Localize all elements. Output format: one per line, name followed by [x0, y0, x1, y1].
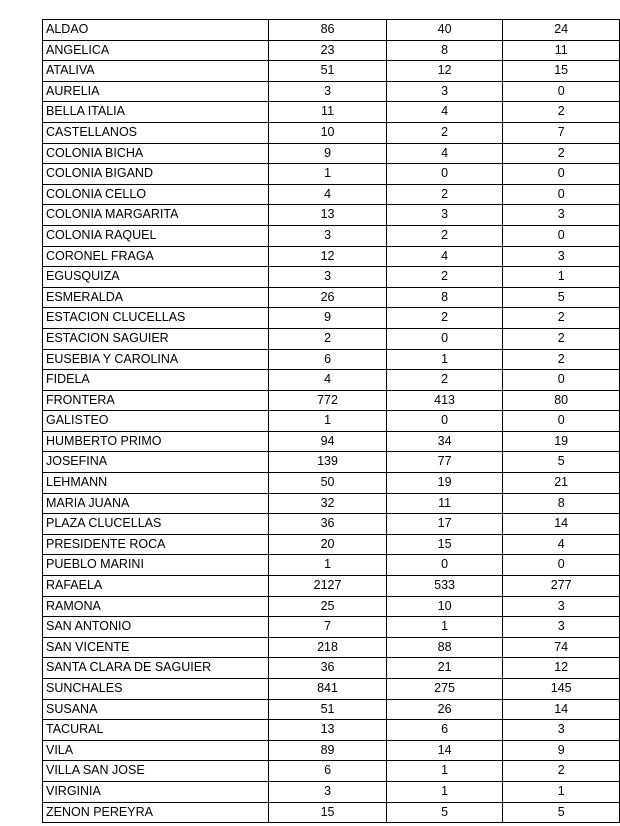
value-2-cell: 5	[386, 802, 503, 823]
value-3-cell: 1	[503, 267, 620, 288]
value-2-cell: 1	[386, 761, 503, 782]
value-3-cell: 1	[503, 781, 620, 802]
value-3-cell: 0	[503, 225, 620, 246]
value-1-cell: 3	[269, 81, 387, 102]
value-1-cell: 3	[269, 267, 387, 288]
locality-name-cell: TACURAL	[43, 720, 269, 741]
locality-name-cell: SAN VICENTE	[43, 637, 269, 658]
value-1-cell: 13	[269, 720, 387, 741]
value-2-cell: 11	[386, 493, 503, 514]
value-3-cell: 80	[503, 390, 620, 411]
locality-name-cell: ESMERALDA	[43, 287, 269, 308]
locality-name-cell: SUNCHALES	[43, 679, 269, 700]
table-row	[43, 81, 620, 102]
value-2-cell: 77	[386, 452, 503, 473]
value-1-cell: 2	[269, 328, 387, 349]
value-3-cell: 3	[503, 246, 620, 267]
table-row	[43, 617, 620, 638]
value-2-cell: 2	[386, 370, 503, 391]
value-2-cell: 0	[386, 164, 503, 185]
value-2-cell: 275	[386, 679, 503, 700]
value-1-cell: 7	[269, 617, 387, 638]
table-row	[43, 349, 620, 370]
locality-name-cell: MARIA JUANA	[43, 493, 269, 514]
table-row	[43, 576, 620, 597]
locality-name-cell: VIRGINIA	[43, 781, 269, 802]
table-row	[43, 143, 620, 164]
value-3-cell: 12	[503, 658, 620, 679]
locality-name-cell: ATALIVA	[43, 61, 269, 82]
locality-name-cell: COLONIA RAQUEL	[43, 225, 269, 246]
table-row	[43, 740, 620, 761]
value-2-cell: 8	[386, 287, 503, 308]
value-1-cell: 20	[269, 534, 387, 555]
value-2-cell: 10	[386, 596, 503, 617]
value-3-cell: 3	[503, 720, 620, 741]
table-row	[43, 102, 620, 123]
value-1-cell: 772	[269, 390, 387, 411]
value-1-cell: 94	[269, 431, 387, 452]
table-row	[43, 370, 620, 391]
value-3-cell: 11	[503, 40, 620, 61]
value-3-cell: 14	[503, 514, 620, 535]
value-1-cell: 36	[269, 658, 387, 679]
table-row	[43, 452, 620, 473]
locality-name-cell: FRONTERA	[43, 390, 269, 411]
table-row	[43, 658, 620, 679]
value-3-cell: 5	[503, 287, 620, 308]
table-row	[43, 61, 620, 82]
table-row	[43, 287, 620, 308]
value-3-cell: 19	[503, 431, 620, 452]
value-2-cell: 40	[386, 20, 503, 41]
value-1-cell: 15	[269, 802, 387, 823]
value-2-cell: 21	[386, 658, 503, 679]
value-3-cell: 4	[503, 534, 620, 555]
value-3-cell: 0	[503, 411, 620, 432]
locality-name-cell: GALISTEO	[43, 411, 269, 432]
value-2-cell: 0	[386, 328, 503, 349]
table-row	[43, 267, 620, 288]
table-row	[43, 122, 620, 143]
table-row	[43, 679, 620, 700]
value-1-cell: 11	[269, 102, 387, 123]
table-row	[43, 555, 620, 576]
locality-name-cell: ESTACION CLUCELLAS	[43, 308, 269, 329]
value-2-cell: 17	[386, 514, 503, 535]
value-3-cell: 2	[503, 349, 620, 370]
table-row	[43, 514, 620, 535]
table-row	[43, 308, 620, 329]
value-1-cell: 4	[269, 184, 387, 205]
value-2-cell: 26	[386, 699, 503, 720]
value-3-cell: 3	[503, 617, 620, 638]
value-1-cell: 10	[269, 122, 387, 143]
value-3-cell: 2	[503, 102, 620, 123]
value-1-cell: 13	[269, 205, 387, 226]
value-1-cell: 3	[269, 781, 387, 802]
locality-name-cell: VILLA SAN JOSE	[43, 761, 269, 782]
value-3-cell: 0	[503, 184, 620, 205]
locality-name-cell: EUSEBIA Y CAROLINA	[43, 349, 269, 370]
value-1-cell: 89	[269, 740, 387, 761]
value-2-cell: 2	[386, 308, 503, 329]
value-1-cell: 86	[269, 20, 387, 41]
locality-name-cell: COLONIA CELLO	[43, 184, 269, 205]
locality-name-cell: COLONIA MARGARITA	[43, 205, 269, 226]
value-1-cell: 25	[269, 596, 387, 617]
locality-name-cell: RAMONA	[43, 596, 269, 617]
table-row	[43, 699, 620, 720]
value-1-cell: 6	[269, 349, 387, 370]
table-row	[43, 781, 620, 802]
value-3-cell: 5	[503, 452, 620, 473]
table-row	[43, 411, 620, 432]
value-1-cell: 3	[269, 225, 387, 246]
table-row	[43, 534, 620, 555]
table-body	[43, 20, 620, 823]
value-1-cell: 6	[269, 761, 387, 782]
value-1-cell: 12	[269, 246, 387, 267]
value-2-cell: 2	[386, 225, 503, 246]
value-1-cell: 51	[269, 699, 387, 720]
value-3-cell: 15	[503, 61, 620, 82]
table-row	[43, 225, 620, 246]
table-row	[43, 493, 620, 514]
value-1-cell: 1	[269, 164, 387, 185]
value-2-cell: 3	[386, 81, 503, 102]
value-3-cell: 5	[503, 802, 620, 823]
value-1-cell: 841	[269, 679, 387, 700]
locality-name-cell: BELLA ITALIA	[43, 102, 269, 123]
value-1-cell: 36	[269, 514, 387, 535]
value-2-cell: 6	[386, 720, 503, 741]
value-2-cell: 4	[386, 143, 503, 164]
locality-name-cell: EGUSQUIZA	[43, 267, 269, 288]
value-2-cell: 2	[386, 122, 503, 143]
value-3-cell: 74	[503, 637, 620, 658]
locality-name-cell: HUMBERTO PRIMO	[43, 431, 269, 452]
value-3-cell: 277	[503, 576, 620, 597]
value-3-cell: 2	[503, 143, 620, 164]
locality-name-cell: CASTELLANOS	[43, 122, 269, 143]
locality-name-cell: PUEBLO MARINI	[43, 555, 269, 576]
value-2-cell: 2	[386, 184, 503, 205]
value-2-cell: 2	[386, 267, 503, 288]
value-1-cell: 218	[269, 637, 387, 658]
value-1-cell: 26	[269, 287, 387, 308]
locality-name-cell: VILA	[43, 740, 269, 761]
value-3-cell: 2	[503, 761, 620, 782]
locality-name-cell: COLONIA BIGAND	[43, 164, 269, 185]
value-2-cell: 413	[386, 390, 503, 411]
value-2-cell: 533	[386, 576, 503, 597]
locality-name-cell: ZENON PEREYRA	[43, 802, 269, 823]
table-row	[43, 184, 620, 205]
locality-name-cell: FIDELA	[43, 370, 269, 391]
table-row	[43, 246, 620, 267]
value-2-cell: 1	[386, 349, 503, 370]
value-1-cell: 23	[269, 40, 387, 61]
table-row	[43, 431, 620, 452]
value-1-cell: 32	[269, 493, 387, 514]
locality-name-cell: PLAZA CLUCELLAS	[43, 514, 269, 535]
value-1-cell: 9	[269, 143, 387, 164]
locality-name-cell: LEHMANN	[43, 473, 269, 494]
value-3-cell: 7	[503, 122, 620, 143]
table-row	[43, 596, 620, 617]
value-2-cell: 12	[386, 61, 503, 82]
locality-name-cell: CORONEL FRAGA	[43, 246, 269, 267]
table-row	[43, 802, 620, 823]
value-3-cell: 0	[503, 370, 620, 391]
value-2-cell: 4	[386, 102, 503, 123]
value-3-cell: 21	[503, 473, 620, 494]
table-row	[43, 328, 620, 349]
value-3-cell: 0	[503, 555, 620, 576]
locality-name-cell: SUSANA	[43, 699, 269, 720]
value-3-cell: 9	[503, 740, 620, 761]
locality-name-cell: RAFAELA	[43, 576, 269, 597]
locality-name-cell: SAN ANTONIO	[43, 617, 269, 638]
value-3-cell: 3	[503, 596, 620, 617]
value-2-cell: 0	[386, 555, 503, 576]
value-2-cell: 4	[386, 246, 503, 267]
value-1-cell: 4	[269, 370, 387, 391]
data-table	[42, 19, 620, 823]
locality-name-cell: ALDAO	[43, 20, 269, 41]
value-3-cell: 0	[503, 81, 620, 102]
locality-name-cell: SANTA CLARA DE SAGUIER	[43, 658, 269, 679]
value-2-cell: 14	[386, 740, 503, 761]
value-3-cell: 2	[503, 328, 620, 349]
value-3-cell: 24	[503, 20, 620, 41]
value-3-cell: 3	[503, 205, 620, 226]
table-row	[43, 40, 620, 61]
value-3-cell: 145	[503, 679, 620, 700]
table-row	[43, 473, 620, 494]
locality-name-cell: AURELIA	[43, 81, 269, 102]
locality-name-cell: JOSEFINA	[43, 452, 269, 473]
locality-name-cell: PRESIDENTE ROCA	[43, 534, 269, 555]
table-row	[43, 390, 620, 411]
table-row	[43, 761, 620, 782]
value-2-cell: 34	[386, 431, 503, 452]
locality-name-cell: ANGELICA	[43, 40, 269, 61]
table-row	[43, 205, 620, 226]
table-row	[43, 637, 620, 658]
locality-name-cell: ESTACION SAGUIER	[43, 328, 269, 349]
table-row	[43, 164, 620, 185]
value-1-cell: 1	[269, 555, 387, 576]
value-2-cell: 3	[386, 205, 503, 226]
value-3-cell: 0	[503, 164, 620, 185]
value-2-cell: 0	[386, 411, 503, 432]
locality-name-cell: COLONIA BICHA	[43, 143, 269, 164]
value-1-cell: 9	[269, 308, 387, 329]
value-2-cell: 88	[386, 637, 503, 658]
table-row	[43, 720, 620, 741]
table-row	[43, 20, 620, 41]
value-3-cell: 8	[503, 493, 620, 514]
value-1-cell: 50	[269, 473, 387, 494]
value-3-cell: 14	[503, 699, 620, 720]
value-2-cell: 8	[386, 40, 503, 61]
value-2-cell: 1	[386, 781, 503, 802]
value-2-cell: 1	[386, 617, 503, 638]
value-1-cell: 2127	[269, 576, 387, 597]
value-1-cell: 51	[269, 61, 387, 82]
value-3-cell: 2	[503, 308, 620, 329]
value-1-cell: 139	[269, 452, 387, 473]
value-1-cell: 1	[269, 411, 387, 432]
value-2-cell: 19	[386, 473, 503, 494]
value-2-cell: 15	[386, 534, 503, 555]
